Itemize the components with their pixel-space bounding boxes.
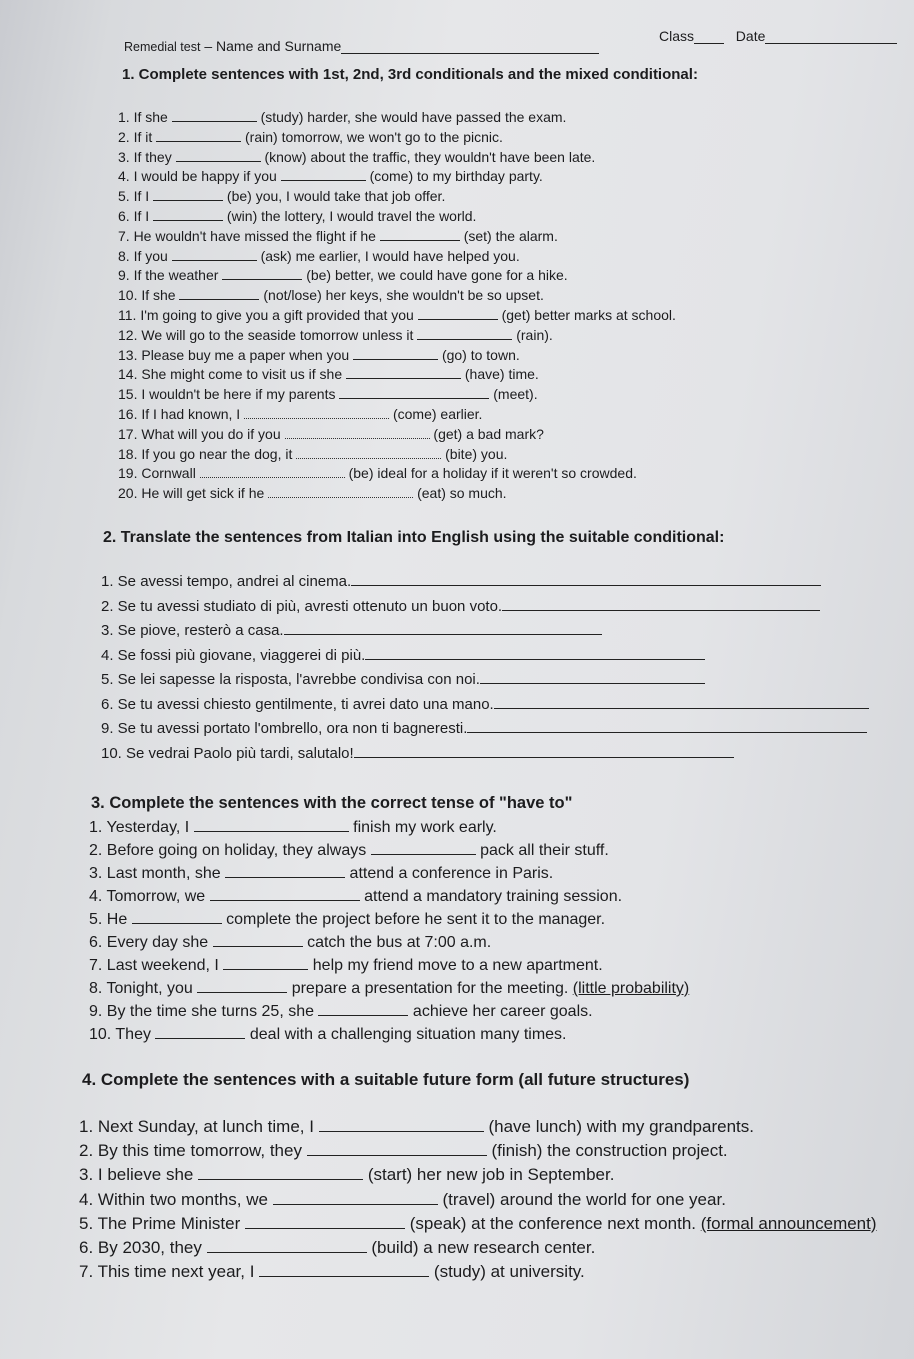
answer-blank[interactable]: [176, 149, 261, 162]
exercise-item: 8. Tonight, you prepare a presentation for the meeting. (little probability): [89, 980, 690, 997]
translation-item: 6. Se tu avessi chiesto gentilmente, ti avrei dato una mano.: [101, 693, 869, 718]
exercise-item: 16. If I had known, I (come) earlier.: [118, 405, 483, 422]
exercise-item: 15. I wouldn't be here if my parents (meet).: [118, 386, 538, 403]
answer-blank[interactable]: [194, 819, 349, 832]
exercise-item: 3. If they (know) about the traffic, they wouldn't have been late.: [118, 148, 596, 165]
answer-blank[interactable]: [172, 248, 257, 261]
section-1-list: [118, 108, 676, 504]
translation-item: 1. Se avessi tempo, andrei al cinema.: [101, 570, 869, 595]
answer-blank[interactable]: [318, 1003, 408, 1016]
translation-item: 2. Se tu avessi studiato di più, avresti ottenuto un buon voto.: [101, 595, 869, 620]
answer-blank[interactable]: [296, 446, 441, 459]
answer-blank[interactable]: [353, 347, 438, 360]
exercise-item: 1. If she (study) harder, she would have passed the exam.: [118, 109, 567, 125]
answer-blank[interactable]: [172, 109, 257, 122]
section-1-title: 1. Complete sentences with 1st, 2nd, 3rd conditionals and the mixed conditional:: [122, 66, 698, 83]
exercise-item: 3. Last month, she attend a conference in Paris.: [89, 865, 554, 882]
test-label: Remedial test: [124, 40, 201, 54]
exercise-item: 5. He complete the project before he sent it to the manager.: [89, 911, 606, 928]
answer-blank[interactable]: [268, 485, 413, 498]
answer-blank[interactable]: [198, 1167, 363, 1180]
answer-line[interactable]: [365, 647, 705, 660]
exercise-item: 1. Next Sunday, at lunch time, I (have lunch) with my grandparents.: [79, 1117, 754, 1136]
answer-blank[interactable]: [380, 228, 460, 241]
answer-line[interactable]: [467, 720, 867, 733]
answer-blank[interactable]: [346, 366, 461, 379]
answer-blank[interactable]: [179, 287, 259, 300]
exercise-item: 6. If I (win) the lottery, I would travel the world.: [118, 207, 477, 224]
exercise-item: 7. He wouldn't have missed the flight if he (set) the alarm.: [118, 227, 558, 244]
answer-blank[interactable]: [339, 386, 489, 399]
section-2-title: 2. Translate the sentences from Italian into English using the suitable conditional:: [103, 529, 725, 546]
answer-line[interactable]: [480, 671, 705, 684]
exercise-item: 20. He will get sick if he (eat) so much.: [118, 485, 507, 502]
answer-blank[interactable]: [245, 1216, 405, 1229]
exercise-item: 18. If you go near the dog, it (bite) you.: [118, 445, 508, 462]
exercise-item: 19. Cornwall (be) ideal for a holiday if it weren't so crowded.: [118, 465, 637, 482]
date-label: Date: [735, 28, 766, 44]
answer-blank[interactable]: [319, 1119, 484, 1132]
translation-item: 10. Se vedrai Paolo più tardi, salutalo!: [101, 742, 869, 767]
answer-line[interactable]: [284, 622, 602, 635]
answer-blank[interactable]: [259, 1264, 429, 1277]
translation-item: 9. Se tu avessi portato l'ombrello, ora non ti bagneresti.: [101, 717, 869, 742]
name-surname-field[interactable]: [341, 53, 599, 54]
answer-blank[interactable]: [222, 267, 302, 280]
exercise-item: 5. The Prime Minister (speak) at the conference next month. (formal announcement): [79, 1213, 877, 1233]
answer-blank[interactable]: [417, 327, 512, 340]
answer-blank[interactable]: [285, 426, 430, 439]
answer-blank[interactable]: [210, 888, 360, 901]
exercise-item: 9. By the time she turns 25, she achieve her career goals.: [89, 1003, 593, 1020]
exercise-item: 1. Yesterday, I finish my work early.: [89, 819, 497, 836]
answer-blank[interactable]: [207, 1240, 367, 1253]
answer-blank[interactable]: [155, 1026, 245, 1039]
translation-item: 4. Se fossi più giovane, viaggerei di più.: [101, 644, 869, 669]
exercise-item: 3. I believe she (start) her new job in September.: [79, 1165, 615, 1185]
exercise-item: 7. This time next year, I (study) at university.: [79, 1262, 585, 1282]
exercise-item: 2. Before going on holiday, they always pack all their stuff.: [89, 842, 609, 859]
exercise-item: 12. We will go to the seaside tomorrow unless it (rain).: [118, 326, 553, 343]
answer-line[interactable]: [354, 745, 734, 758]
class-date-row: [659, 28, 897, 44]
answer-blank[interactable]: [200, 465, 345, 478]
translation-item: 5. Se lei sapesse la risposta, l'avrebbe condivisa con noi.: [101, 668, 869, 693]
answer-blank[interactable]: [153, 188, 223, 201]
answer-blank[interactable]: [281, 168, 366, 181]
answer-line[interactable]: [351, 573, 821, 586]
exercise-item: 5. If I (be) you, I would take that job offer.: [118, 188, 446, 205]
exercise-item: 13. Please buy me a paper when you (go) to town.: [118, 346, 520, 363]
answer-blank[interactable]: [156, 129, 241, 142]
exercise-item: 9. If the weather (be) better, we could have gone for a hike.: [118, 267, 568, 284]
exercise-item: 6. By 2030, they (build) a new research center.: [79, 1237, 596, 1257]
answer-blank[interactable]: [273, 1192, 438, 1205]
answer-blank[interactable]: [225, 865, 345, 878]
answer-blank[interactable]: [153, 208, 223, 221]
translation-item: 3. Se piove, resterò a casa.: [101, 619, 869, 644]
exercise-item: 10. If she (not/lose) her keys, she wouldn't be so upset.: [118, 287, 544, 304]
section-4-list: [79, 1115, 877, 1284]
exercise-item: 2. If it (rain) tomorrow, we won't go to the picnic.: [118, 128, 503, 145]
exercise-item: 4. Within two months, we (travel) around the world for one year.: [79, 1189, 726, 1209]
section-2-list: [101, 570, 869, 766]
section-3-list: [89, 816, 689, 1046]
name-surname-label: – Name and Surname: [204, 38, 342, 54]
class-field[interactable]: [694, 43, 724, 44]
exercise-item: 4. I would be happy if you (come) to my birthday party.: [118, 168, 543, 185]
class-label: Class: [659, 28, 695, 44]
answer-blank[interactable]: [197, 980, 287, 993]
answer-line[interactable]: [494, 696, 869, 709]
name-surname-row: [124, 38, 599, 54]
answer-line[interactable]: [502, 598, 820, 611]
exercise-item: 17. What will you do if you (get) a bad mark?: [118, 425, 544, 442]
answer-blank[interactable]: [418, 307, 498, 320]
answer-blank[interactable]: [132, 911, 222, 924]
answer-blank[interactable]: [213, 934, 303, 947]
exercise-item: 11. I'm going to give you a gift provided that you (get) better marks at school.: [118, 306, 676, 323]
exercise-item: 14. She might come to visit us if she (have) time.: [118, 366, 539, 383]
exercise-item: 4. Tomorrow, we attend a mandatory training session.: [89, 888, 623, 905]
answer-blank[interactable]: [244, 406, 389, 419]
exercise-item: 2. By this time tomorrow, they (finish) the construction project.: [79, 1141, 728, 1161]
answer-blank[interactable]: [371, 842, 476, 855]
date-field[interactable]: [765, 43, 897, 44]
section-3-title: 3. Complete the sentences with the correct tense of "have to": [91, 794, 573, 812]
exercise-item: 8. If you (ask) me earlier, I would have helped you.: [118, 247, 520, 264]
exercise-item: 6. Every day she catch the bus at 7:00 a.m.: [89, 934, 492, 951]
exercise-item: 7. Last weekend, I help my friend move to a new apartment.: [89, 957, 603, 974]
exercise-item: 10. They deal with a challenging situation many times.: [89, 1026, 567, 1043]
section-4-title: 4. Complete the sentences with a suitable future form (all future structures): [82, 1070, 690, 1089]
answer-blank[interactable]: [223, 957, 308, 970]
answer-blank[interactable]: [307, 1143, 487, 1156]
